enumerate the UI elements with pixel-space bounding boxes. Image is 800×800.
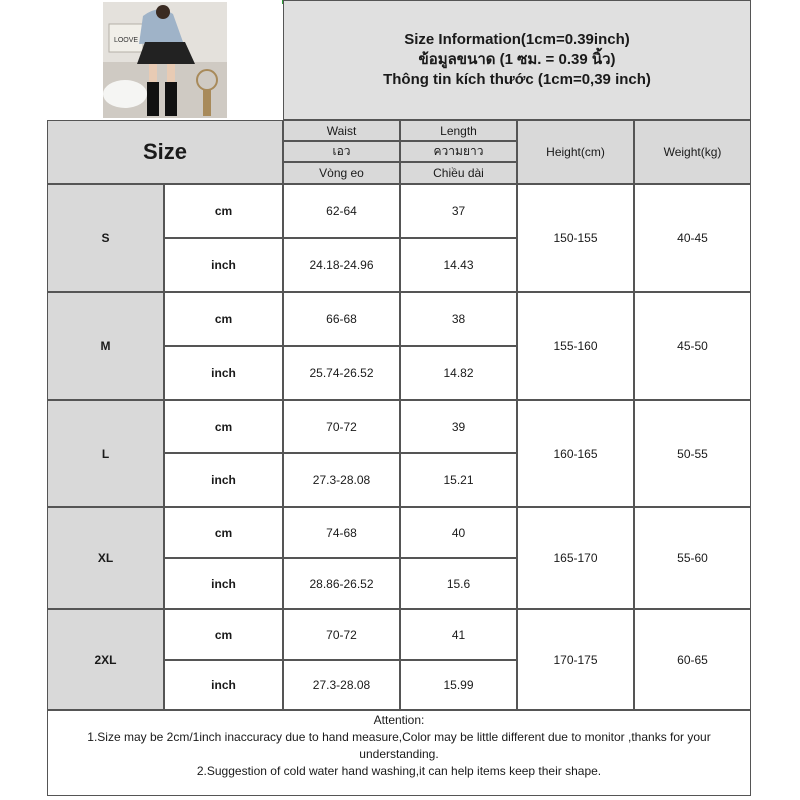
unit-cm: cm xyxy=(164,507,283,558)
photo-sign-text: LOOVE xyxy=(113,37,139,44)
size-label-l: L xyxy=(47,400,164,507)
length-cm-value: 38 xyxy=(400,292,517,346)
size-label-s: S xyxy=(47,184,164,292)
attention-note-1: 1.Size may be 2cm/1inch inaccuracy due to hand measure,Color may be little different due to monitor ,thanks for your understanding. xyxy=(87,730,711,761)
waist-inch-value: 27.3-28.08 xyxy=(283,660,400,710)
length-inch-value: 14.82 xyxy=(400,346,517,400)
waist-cm-value: 66-68 xyxy=(283,292,400,346)
size-label-m: M xyxy=(47,292,164,400)
unit-inch: inch xyxy=(164,238,283,292)
length-header-th: ความยาว xyxy=(400,141,517,162)
weight-value: 45-50 xyxy=(634,292,751,400)
info-line-th: ข้อมูลขนาด (1 ซม. = 0.39 นิ้ว) xyxy=(418,51,616,68)
unit-inch: inch xyxy=(164,558,283,609)
length-header-vi: Chiều dài xyxy=(400,162,517,184)
waist-inch-value: 24.18-24.96 xyxy=(283,238,400,292)
weight-value: 55-60 xyxy=(634,507,751,609)
length-cm-value: 40 xyxy=(400,507,517,558)
attention-note-2: 2.Suggestion of cold water hand washing,it can help items keep their shape. xyxy=(196,764,602,778)
waist-inch-value: 25.74-26.52 xyxy=(283,346,400,400)
product-photo xyxy=(103,2,227,118)
unit-inch: inch xyxy=(164,660,283,710)
waist-cm-value: 70-72 xyxy=(283,400,400,453)
unit-cm: cm xyxy=(164,292,283,346)
length-inch-value: 15.21 xyxy=(400,453,517,507)
info-line-vi: Thông tin kích thước (1cm=0,39 inch) xyxy=(383,71,651,88)
size-header: Size xyxy=(47,120,283,184)
length-cm-value: 41 xyxy=(400,609,517,660)
size-label-2xl: 2XL xyxy=(47,609,164,710)
height-value: 170-175 xyxy=(517,609,634,710)
waist-inch-value: 28.86-26.52 xyxy=(283,558,400,609)
attention-title: Attention: xyxy=(373,713,425,727)
info-line-en: Size Information(1cm=0.39inch) xyxy=(404,31,630,48)
length-inch-value: 15.6 xyxy=(400,558,517,609)
waist-cm-value: 70-72 xyxy=(283,609,400,660)
length-cm-value: 37 xyxy=(400,184,517,238)
waist-cm-value: 74-68 xyxy=(283,507,400,558)
waist-header-th: เอว xyxy=(283,141,400,162)
length-header-en: Length xyxy=(400,120,517,141)
weight-value: 50-55 xyxy=(634,400,751,507)
unit-cm: cm xyxy=(164,184,283,238)
waist-header-en: Waist xyxy=(283,120,400,141)
weight-header: Weight(kg) xyxy=(634,120,751,184)
size-chart xyxy=(47,0,751,797)
length-inch-value: 14.43 xyxy=(400,238,517,292)
unit-cm: cm xyxy=(164,400,283,453)
unit-cm: cm xyxy=(164,609,283,660)
size-label-xl: XL xyxy=(47,507,164,609)
height-header: Height(cm) xyxy=(517,120,634,184)
height-value: 160-165 xyxy=(517,400,634,507)
height-value: 155-160 xyxy=(517,292,634,400)
waist-cm-value: 62-64 xyxy=(283,184,400,238)
waist-header-vi: Vòng eo xyxy=(283,162,400,184)
weight-value: 40-45 xyxy=(634,184,751,292)
unit-inch: inch xyxy=(164,346,283,400)
height-value: 150-155 xyxy=(517,184,634,292)
height-value: 165-170 xyxy=(517,507,634,609)
waist-inch-value: 27.3-28.08 xyxy=(283,453,400,507)
weight-value: 60-65 xyxy=(634,609,751,710)
attention-notes xyxy=(47,710,751,796)
product-photo-illustration xyxy=(103,2,227,118)
length-inch-value: 15.99 xyxy=(400,660,517,710)
length-cm-value: 39 xyxy=(400,400,517,453)
size-information-header xyxy=(283,0,751,120)
unit-inch: inch xyxy=(164,453,283,507)
